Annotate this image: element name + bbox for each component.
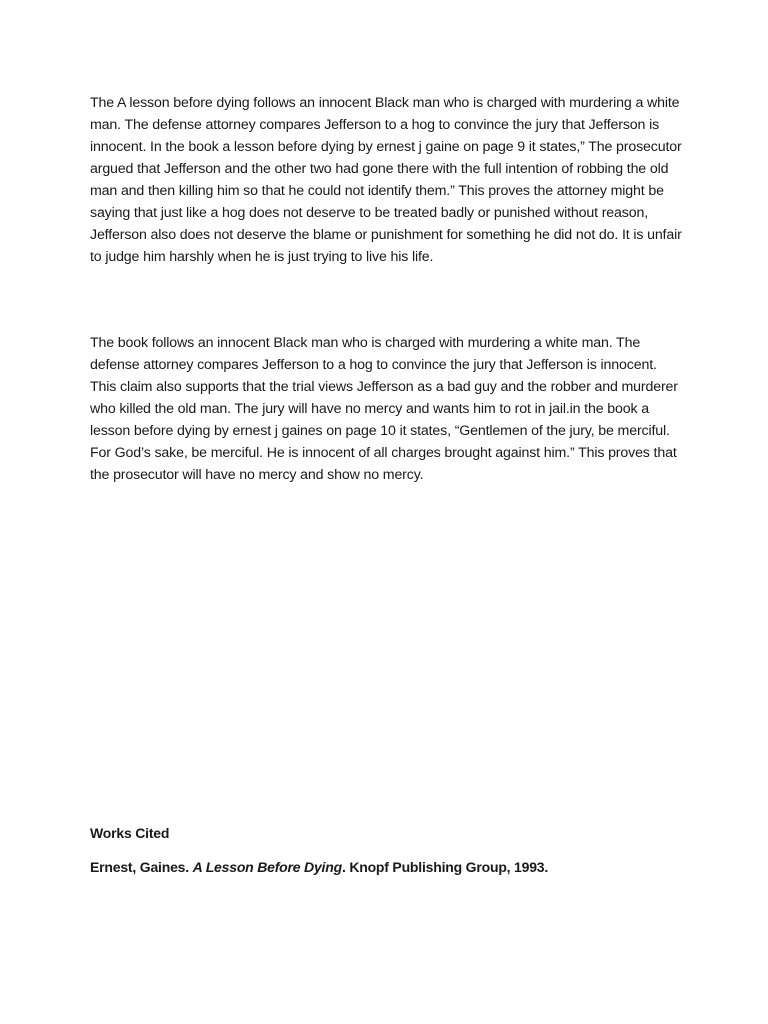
body-paragraph-2: The book follows an innocent Black man who is charged with murdering a white man. The defense attorney compares Jefferson to a hog to convince the jury that Jefferson is innocent. This claim also supports that the trial views Jefferson as a bad guy and the robber and murderer who killed the old man. The jury will have no mercy and wants him to rot in jail.in the book a lesson before dying by ernest j gaines on page 10 it states, “Gentlemen of the jury, be merciful. For God’s sake, be merciful. He is innocent of all charges brought against him.” This proves that the prosecutor will have no mercy and show no mercy. (90, 335, 678, 483)
citation-publisher: . Knopf Publishing Group, 1993. (341, 859, 549, 875)
works-cited-entry (90, 859, 548, 875)
body-paragraph-1: The A lesson before dying follows an innocent Black man who is charged with murdering a white man. The defense attorney compares Jefferson to a hog to convince the jury that Jefferson is innocent. In the book a lesson before dying by ernest j gaine on page 9 it states,” The prosecutor argued that Jefferson and the other two had gone there with the full intention of robbing the old man and then killing him so that he could not identify them.” This proves the attorney might be saying that just like a hog does not deserve to be treated badly or punished without reason, Jefferson also does not deserve the blame or punishment for something he did not do. It is unfair to judge him harshly when he is just trying to live his life. (90, 95, 682, 265)
works-cited-heading: Works Cited (90, 825, 170, 841)
citation-title: A Lesson Before Dying (192, 859, 342, 875)
citation-author: Ernest, Gaines. (90, 859, 193, 875)
